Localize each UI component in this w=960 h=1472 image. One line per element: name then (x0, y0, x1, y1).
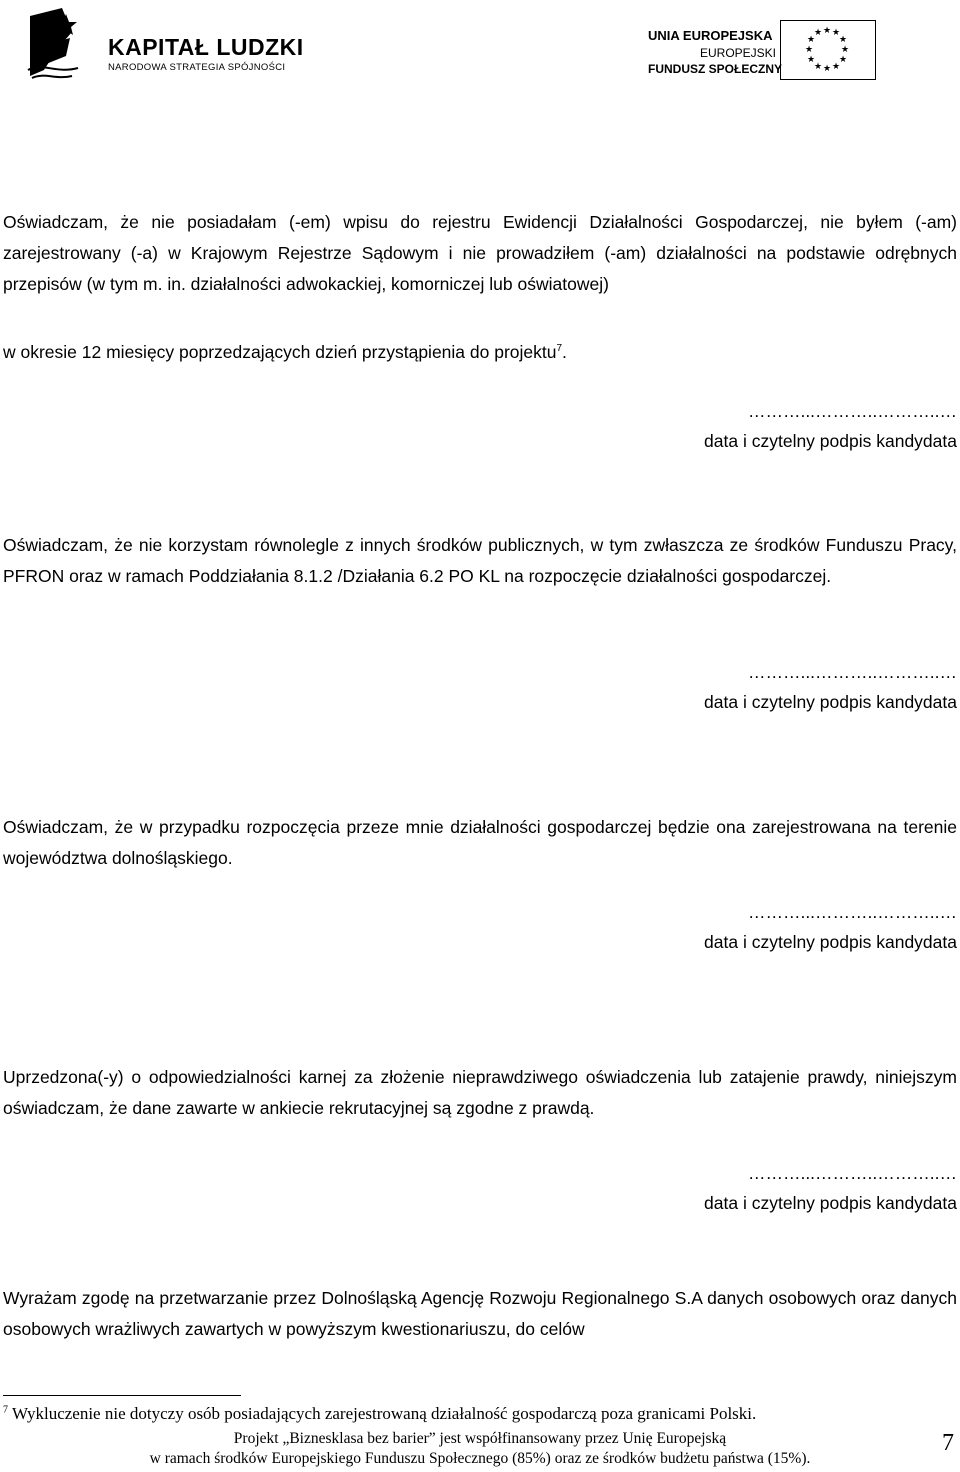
signature-dots-2: ………...………..………..… (747, 662, 957, 682)
signature-label-4: data i czytelny podpis kandydata (704, 1193, 957, 1213)
svg-text:★: ★ (840, 45, 850, 55)
svg-text:★: ★ (822, 26, 832, 36)
footnote (3, 1404, 756, 1424)
eu-flag (780, 20, 876, 80)
svg-text:★: ★ (822, 64, 832, 74)
signature-dots-3: ………...………..………..… (747, 902, 957, 922)
svg-text:★: ★ (806, 55, 816, 65)
statement-3-text: Oświadczam, że w przypadku rozpoczęcia przeze mnie działalności gospodarczej będzie ona zarejestrowana na terenie województwa dolnośląskiego. (3, 817, 957, 868)
footer-line-2: w ramach środków Europejskiego Funduszu Społecznego (85%) oraz ze środków budżetu państwa (15%). (149, 1450, 811, 1467)
signature-label-3: data i czytelny podpis kandydata (704, 932, 957, 952)
kapital-ludzki-emblem-icon (22, 4, 102, 84)
signature-block-3 (704, 897, 957, 957)
statement-2-text: Oświadczam, że nie korzystam równolegle z innych środków publicznych, w tym zwłaszcza ze środków Funduszu Pracy, PFRON oraz w ramach Poddziałania 8.1.2 /Działania 6.2 PO KL na rozpoczęcie działalności gospodarczej. (3, 535, 957, 586)
kapital-ludzki-title: KAPITAŁ LUDZKI (108, 34, 304, 60)
signature-label-1: data i czytelny podpis kandydata (704, 431, 957, 451)
svg-text:★: ★ (831, 62, 841, 72)
kapital-ludzki-logo (22, 4, 322, 84)
page-number: 7 (942, 1430, 954, 1456)
signature-block-2 (704, 657, 957, 717)
eu-logo-line3: FUNDUSZ SPOŁECZNY (648, 62, 783, 76)
signature-dots-4: ………...………..………..… (747, 1163, 957, 1183)
eu-logo-line2: EUROPEJSKI (700, 46, 777, 60)
svg-text:★: ★ (813, 62, 823, 72)
svg-text:★: ★ (831, 28, 841, 38)
svg-text:★: ★ (838, 35, 848, 45)
signature-block-1 (704, 396, 957, 456)
eu-logo-line1: UNIA EUROPEJSKA (648, 28, 773, 43)
svg-text:★: ★ (804, 45, 814, 55)
signature-label-2: data i czytelny podpis kandydata (704, 692, 957, 712)
footer-line-1: Projekt „Biznesklasa bez barier” jest współfinansowany przez Unię Europejską (233, 1430, 727, 1447)
signature-dots-1: ………...………..………..… (747, 401, 957, 421)
statement-1-text-part2: w okresie 12 miesięcy poprzedzających dzień przystąpienia do projektu (3, 341, 557, 362)
signature-block-4 (704, 1158, 957, 1218)
kapital-ludzki-subtitle: NARODOWA STRATEGIA SPÓJNOŚCI (108, 62, 286, 73)
footnote-text: Wykluczenie nie dotyczy osób posiadających zarejestrowaną działalność gospodarczą poza granicami Polski. (11, 1404, 757, 1423)
eu-stars-icon (781, 21, 874, 78)
eu-logo (644, 20, 884, 80)
footnote-ref-7: 7 (556, 343, 563, 354)
footnote-number: 7 (3, 1404, 8, 1416)
statement-5-text: Wyrażam zgodę na przetwarzanie przez Dolnośląską Agencję Rozwoju Regionalnego S.A danych osobowych oraz danych osobowych wrażliwych zawartych w powyższym kwestionariuszu, do celów (3, 1288, 957, 1339)
footnote-separator (3, 1395, 241, 1396)
statement-1-text: Oświadczam, że nie posiadałam (-em) wpisu do rejestru Ewidencji Działalności Gospodarczej, nie byłem (-am) zarejestrowany (-a) w Krajowym Rejestrze Sądowym i nie prowadziłem (-am) działalności na podstawie odrębnych przepisów (w tym m. in. działalności adwokackiej, komorniczej lub oświatowej) (3, 212, 957, 294)
svg-text:★: ★ (813, 28, 823, 38)
statement-4-text: Uprzedzona(-y) o odpowiedzialności karnej za złożenie nieprawdziwego oświadczenia lub zatajenie prawdy, niniejszym oświadczam, że dane zawarte w ankiecie rekrutacyjnej są zgodne z prawdą. (3, 1067, 957, 1118)
statement-1-text-end: . (562, 341, 567, 362)
svg-text:★: ★ (838, 55, 848, 65)
statement-1-text-continued (3, 333, 957, 368)
svg-text:★: ★ (806, 35, 816, 45)
